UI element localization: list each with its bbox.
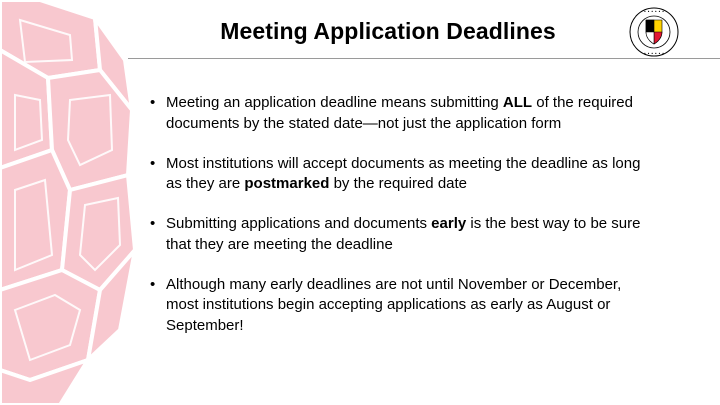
bullet-list (150, 93, 650, 356)
bullet-text: Meeting an application deadline means submitting (166, 94, 503, 111)
title-divider (128, 58, 720, 59)
bullet-text: Most institutions will accept documents as meeting the deadline as long as they are (166, 154, 641, 192)
university-seal-icon (628, 6, 680, 58)
bullet-text: is the best way to be sure that they are meeting the deadline (166, 215, 641, 253)
slide-title: Meeting Application Deadlines (220, 18, 556, 44)
svg-text:• • • • • •: • • • • • • (643, 51, 665, 56)
bullet-emphasis: ALL (502, 94, 533, 111)
bullet-item (150, 154, 650, 195)
bullet-text: Although many early deadlines are not until November or December, most institutions begin accepting applications as early as August or September! (166, 275, 622, 334)
bullet-dot: • (150, 154, 156, 172)
bullet-item (150, 275, 650, 337)
bullet-item (150, 93, 650, 134)
bullet-dot: • (150, 94, 156, 111)
bullet-item (150, 214, 650, 255)
bullet-text: Submitting applications and documents (166, 215, 432, 232)
bullet-text: of the required documents by the stated date—not just the application form (166, 94, 633, 132)
bullet-text: by the required date (329, 175, 468, 192)
bullet-emphasis: postmarked (244, 175, 330, 192)
bullet-dot: • (150, 215, 156, 232)
bullet-dot: • (150, 275, 156, 293)
svg-text:• • • • • •: • • • • • • (643, 9, 665, 14)
bullet-emphasis: early (431, 215, 467, 232)
